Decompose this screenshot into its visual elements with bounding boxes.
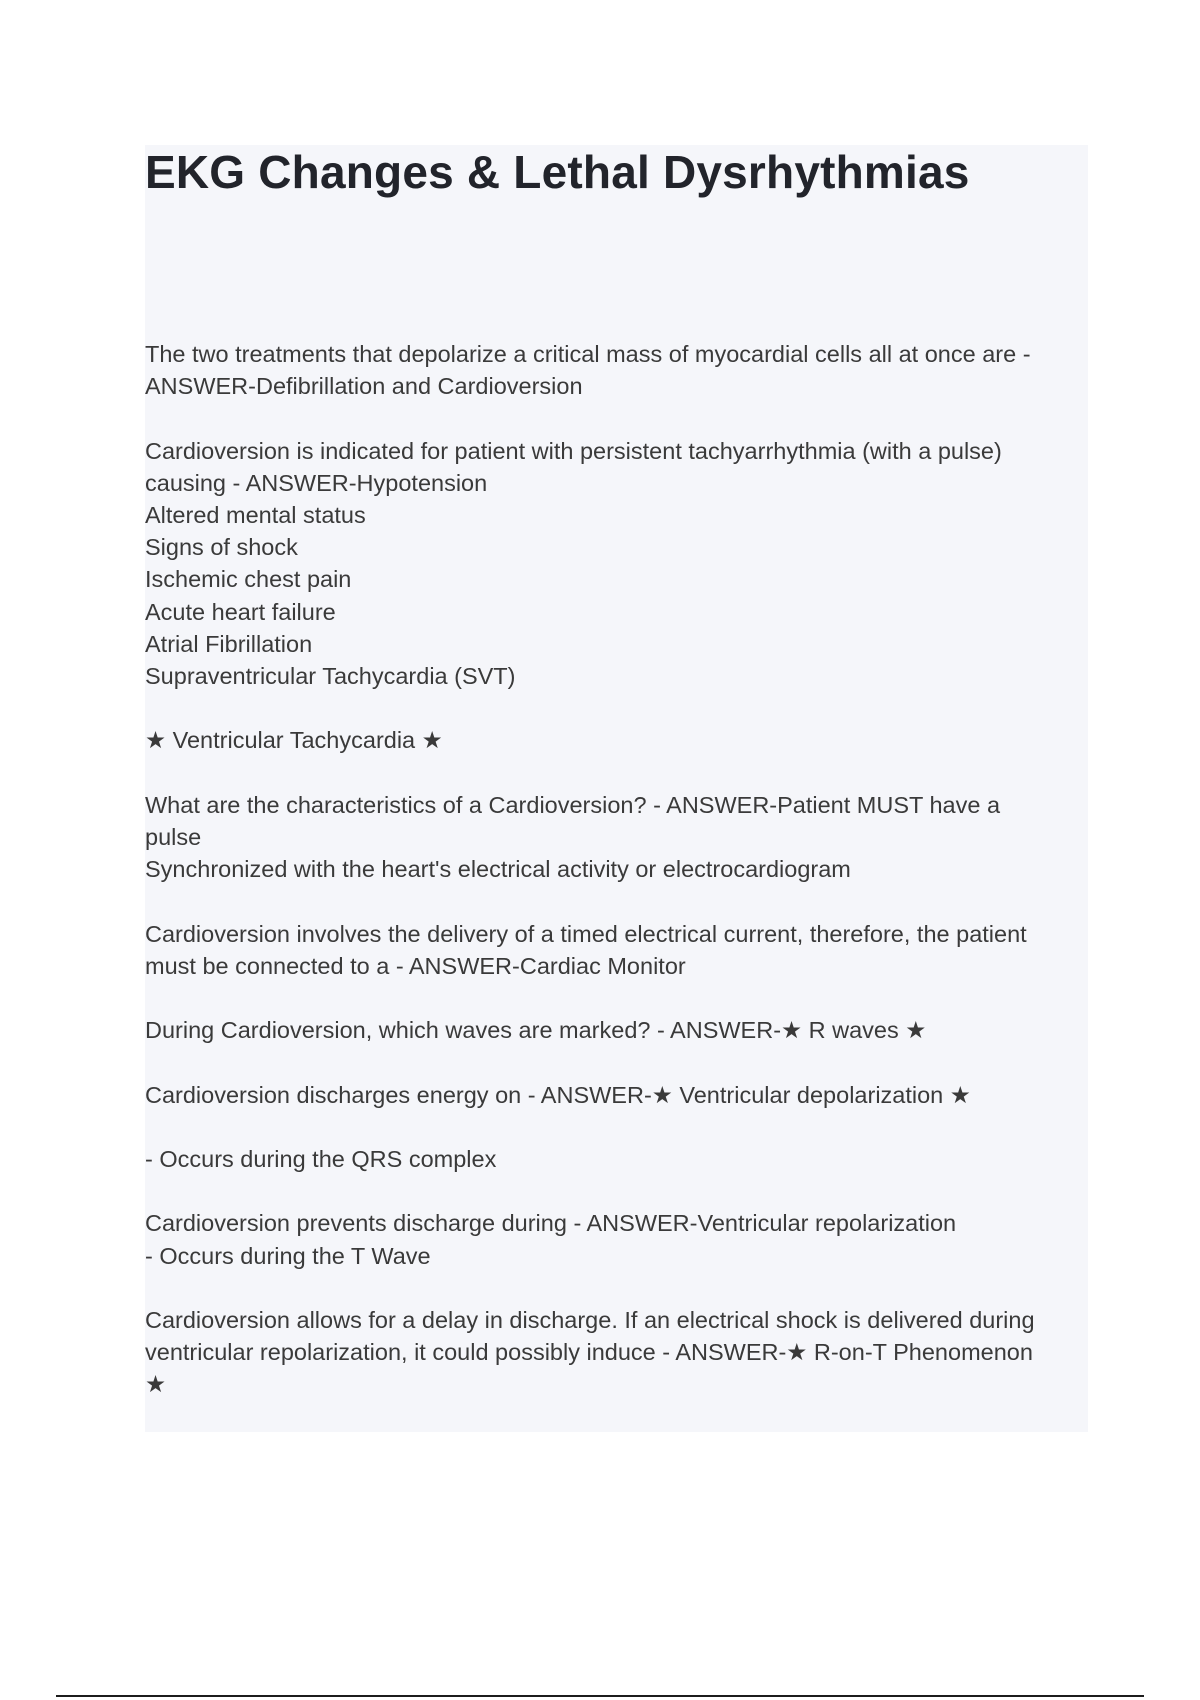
- text-line: Synchronized with the heart's electrical activity or electrocardiogram: [145, 856, 851, 883]
- text-line: Cardioversion is indicated for patient with persistent tachyarrhythmia (with a pulse): [145, 437, 1002, 464]
- qa-block: [145, 724, 1085, 756]
- document-title: EKG Changes & Lethal Dysrhythmias: [145, 146, 970, 198]
- text-line: The two treatments that depolarize a critical mass of myocardial cells all at once are -: [145, 341, 1031, 367]
- text-line: pulse: [145, 824, 202, 850]
- qa-block: [145, 1014, 1085, 1046]
- text-line: must be connected to a - ANSWER-Cardiac Monitor: [145, 952, 686, 979]
- qa-block: [145, 918, 1085, 982]
- text-line: ★: [145, 1371, 167, 1398]
- text-line: Ischemic chest pain: [145, 566, 352, 593]
- text-line: During Cardioversion, which waves are marked? - ANSWER-★ R waves ★: [145, 1017, 927, 1044]
- qa-block: [145, 435, 1085, 693]
- text-line: ANSWER-Defibrillation and Cardioversion: [145, 373, 583, 400]
- text-line: Acute heart failure: [145, 598, 336, 625]
- text-line: Cardioversion allows for a delay in discharge. If an electrical shock is delivered during: [145, 1306, 1035, 1333]
- text-line: Altered mental status: [145, 502, 366, 528]
- text-line: Cardioversion involves the delivery of a timed electrical current, therefore, the patient: [145, 920, 1027, 947]
- text-line: causing - ANSWER-Hypotension: [145, 469, 488, 496]
- text-line: ventricular repolarization, it could possibly induce - ANSWER-★ R-on-T Phenomenon: [145, 1339, 1033, 1366]
- text-line: Atrial Fibrillation: [145, 630, 313, 657]
- text-line: Signs of shock: [145, 534, 298, 561]
- text-line: Cardioversion discharges energy on - ANSWER-★ Ventricular depolarization ★: [145, 1081, 971, 1108]
- text-line: Cardioversion prevents discharge during - ANSWER-Ventricular repolarization: [145, 1210, 957, 1237]
- qa-block: [145, 338, 1085, 402]
- text-line: What are the characteristics of a Cardioversion? - ANSWER-Patient MUST have a: [145, 791, 1001, 818]
- text-line: ★ Ventricular Tachycardia ★: [145, 727, 443, 754]
- text-line: Supraventricular Tachycardia (SVT): [145, 663, 516, 690]
- qa-block: [145, 789, 1085, 886]
- qa-block: [145, 1079, 1085, 1111]
- qa-block: [145, 1143, 1085, 1175]
- document-body: [145, 338, 1085, 1433]
- page-bottom-rule: [56, 1695, 1144, 1697]
- qa-block: [145, 1207, 1085, 1271]
- qa-block: [145, 1304, 1085, 1401]
- text-line: - Occurs during the QRS complex: [145, 1145, 497, 1172]
- text-line: - Occurs during the T Wave: [145, 1242, 431, 1269]
